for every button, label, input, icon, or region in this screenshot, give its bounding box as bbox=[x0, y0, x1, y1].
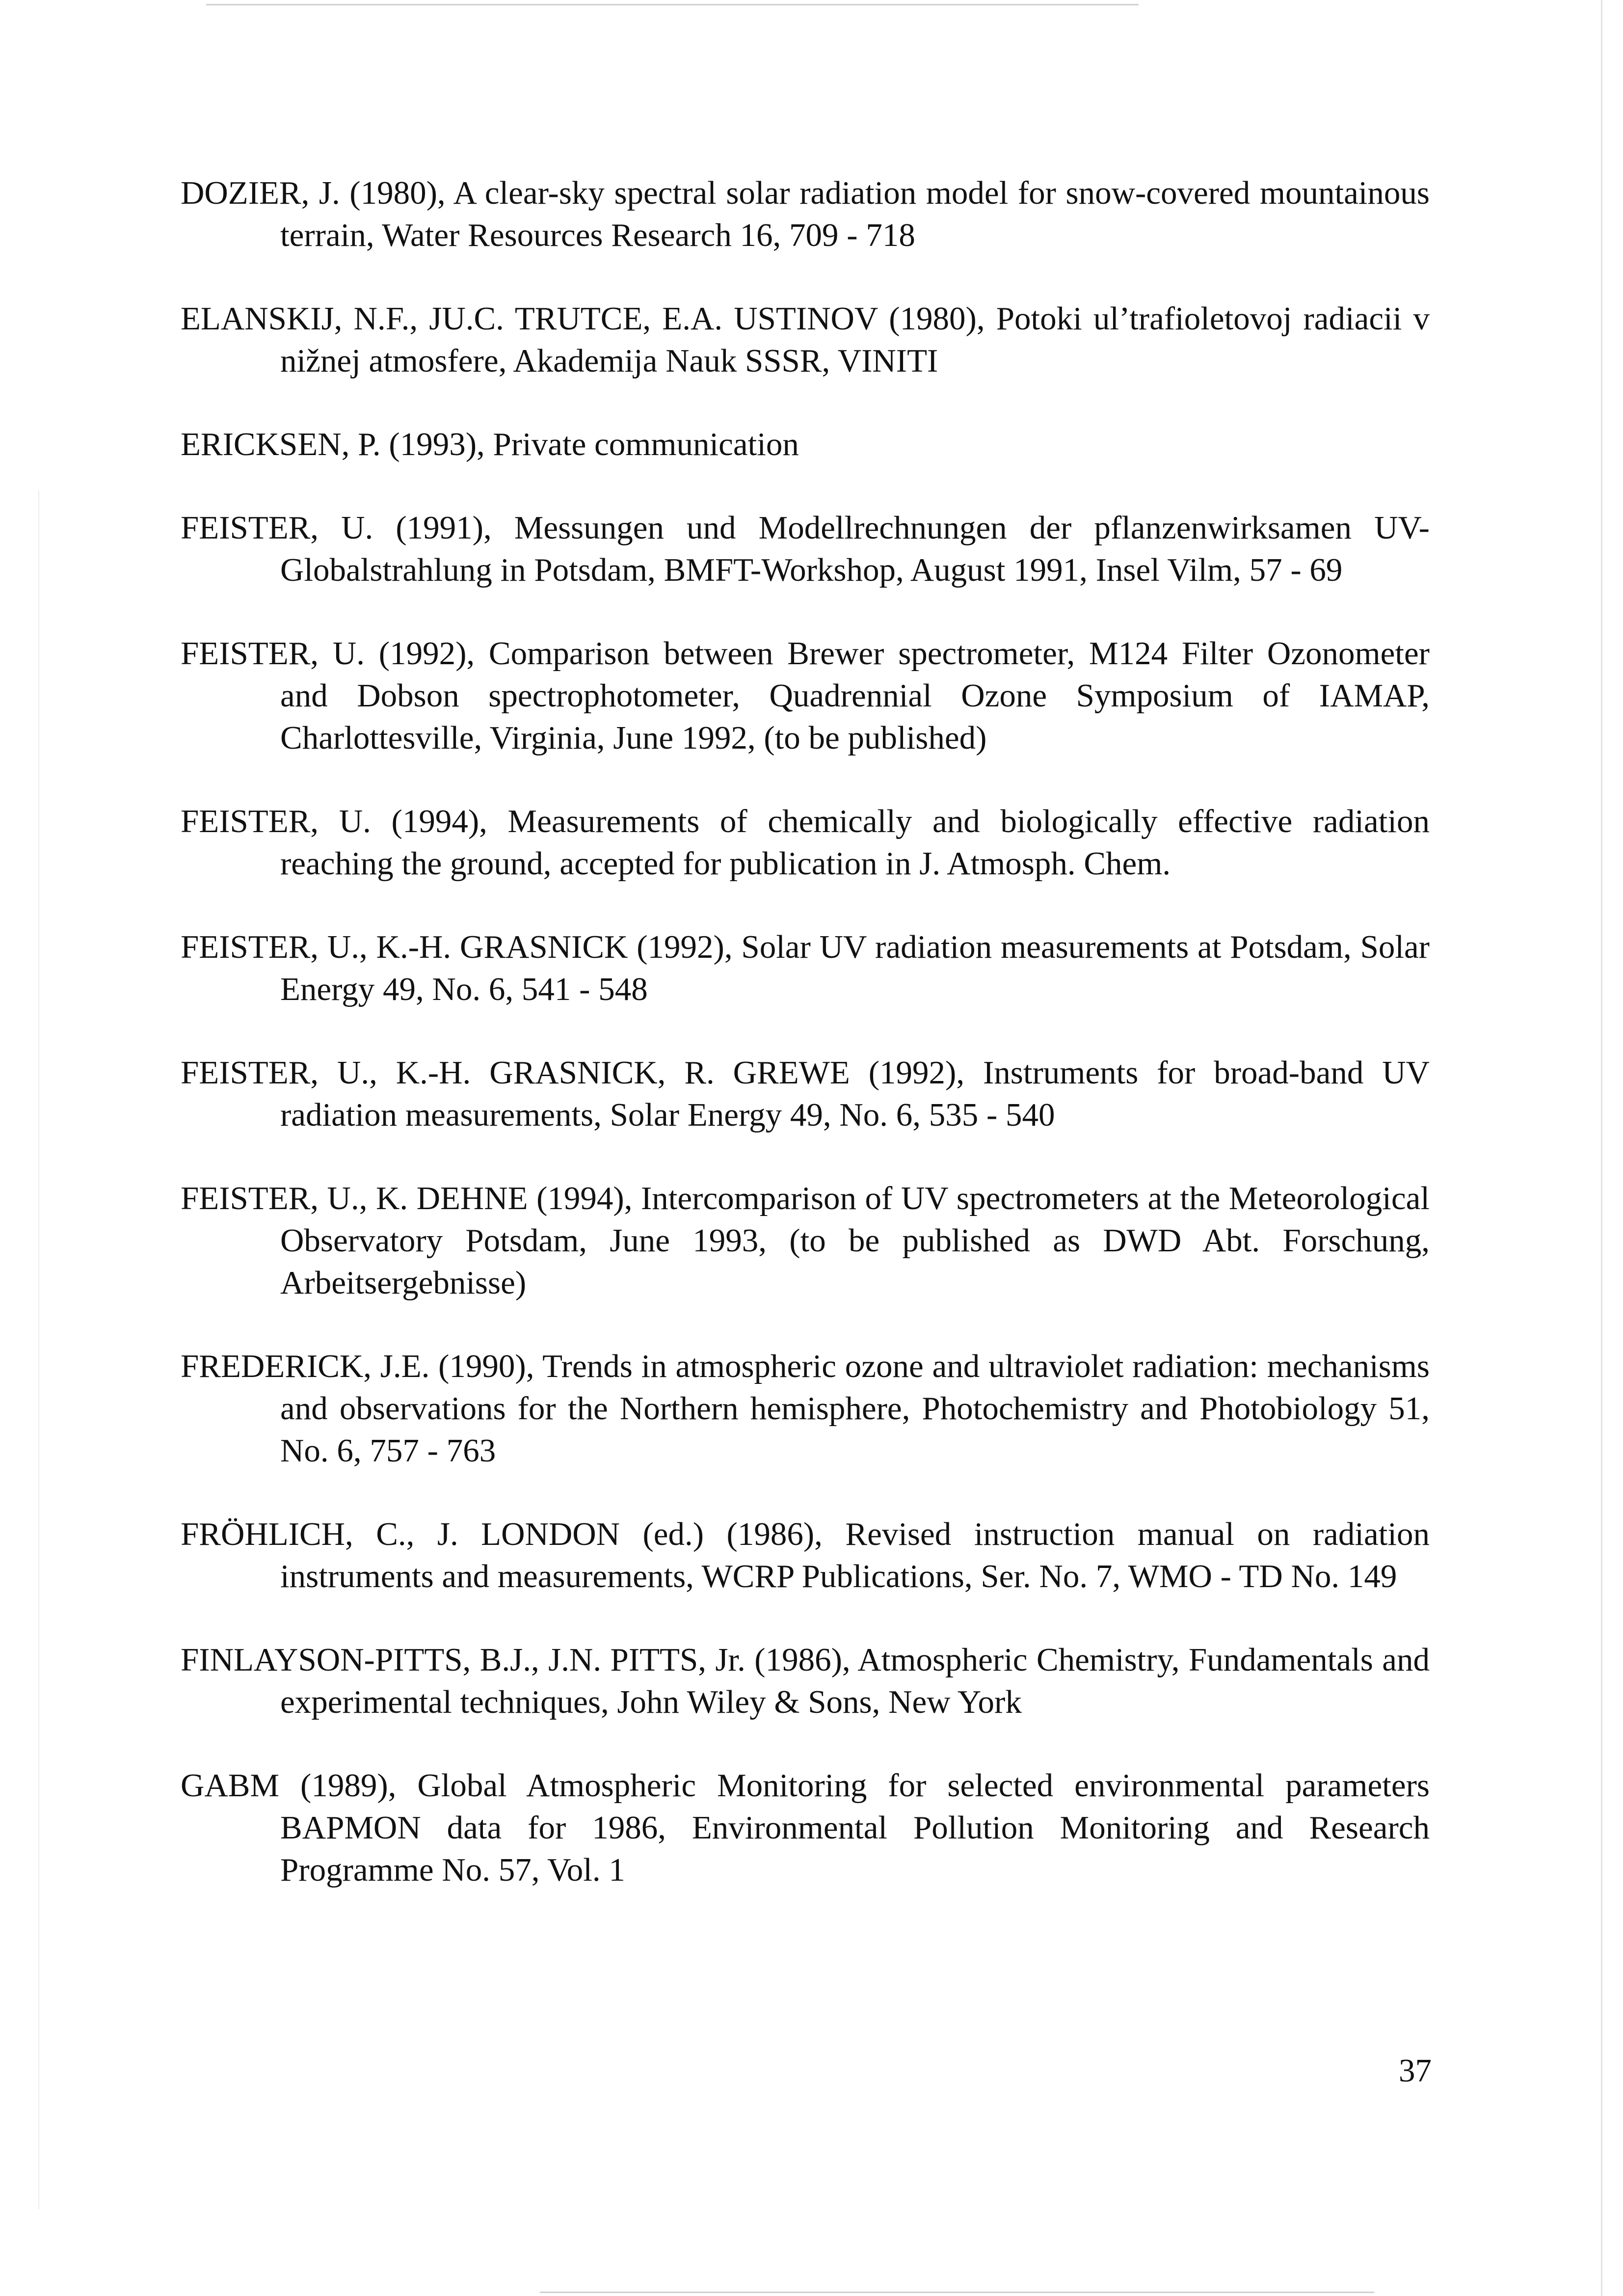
reference-entry: FEISTER, U. (1992), Comparison between Brewer spectrometer, M124 Filter Ozonometer and Dobson spectrophotometer, Quadrennial Ozone Symposium of IAMAP, Charlottesville, Virginia, June 1992, (to be published) bbox=[181, 635, 1430, 756]
reference-entry: FRÖHLICH, C., J. LONDON (ed.) (1986), Revised instruction manual on radiation instruments and measurements, WCRP Publications, Ser. No. 7, WMO - TD No. 149 bbox=[181, 1516, 1430, 1594]
reference-entry: FEISTER, U. (1994), Measurements of chemically and biologically effective radiation reaching the ground, accepted for publication in J. Atmosph. Chem. bbox=[181, 803, 1430, 882]
reference-entry: FREDERICK, J.E. (1990), Trends in atmospheric ozone and ultraviolet radiation: mechanisms and observations for the Northern hemisphere, Photochemistry and Photobiology 51, No. 6, 757 - 763 bbox=[181, 1348, 1430, 1469]
scan-edge-bottom bbox=[540, 2292, 1374, 2293]
reference-entry: FEISTER, U., K.-H. GRASNICK (1992), Solar UV radiation measurements at Potsdam, Solar Energy 49, No. 6, 541 - 548 bbox=[181, 929, 1430, 1007]
reference-entry: FEISTER, U. (1991), Messungen und Modellrechnungen der pflanzenwirksamen UV-Globalstrahlung in Potsdam, BMFT-Workshop, August 1991, Insel Vilm, 57 - 69 bbox=[181, 510, 1430, 588]
reference-entry: ERICKSEN, P. (1993), Private communication bbox=[181, 426, 799, 462]
reference-entry: FEISTER, U., K.-H. GRASNICK, R. GREWE (1992), Instruments for broad-band UV radiation measurements, Solar Energy 49, No. 6, 535 - 540 bbox=[181, 1054, 1430, 1133]
reference-entry: FEISTER, U., K. DEHNE (1994), Intercomparison of UV spectrometers at the Meteorological Observatory Potsdam, June 1993, (to be published as DWD Abt. Forschung, Arbeitsergebnisse) bbox=[181, 1180, 1430, 1301]
reference-list bbox=[181, 172, 1430, 1932]
reference-entry: ELANSKIJ, N.F., JU.C. TRUTCE, E.A. USTINOV (1980), Potoki ul’trafioletovoj radiacii v nižnej atmosfere, Akademija Nauk SSSR, VINITI bbox=[181, 300, 1430, 379]
reference-entry: FINLAYSON-PITTS, B.J., J.N. PITTS, Jr. (1986), Atmospheric Chemistry, Fundamentals and experimental techniques, John Wiley & Sons, New York bbox=[181, 1642, 1430, 1720]
scan-edge-top bbox=[206, 4, 1139, 5]
scan-edge-left bbox=[38, 491, 39, 2209]
scan-edge-right bbox=[1601, 0, 1602, 2296]
page-number: 37 bbox=[1399, 2053, 1432, 2089]
reference-entry: DOZIER, J. (1980), A clear-sky spectral solar radiation model for snow-covered mountainous terrain, Water Resources Research 16, 709 - 718 bbox=[181, 175, 1430, 253]
reference-entry: GABM (1989), Global Atmospheric Monitoring for selected environmental parameters BAPMON data for 1986, Environmental Pollution Monitoring and Research Programme No. 57, Vol. 1 bbox=[181, 1767, 1430, 1888]
